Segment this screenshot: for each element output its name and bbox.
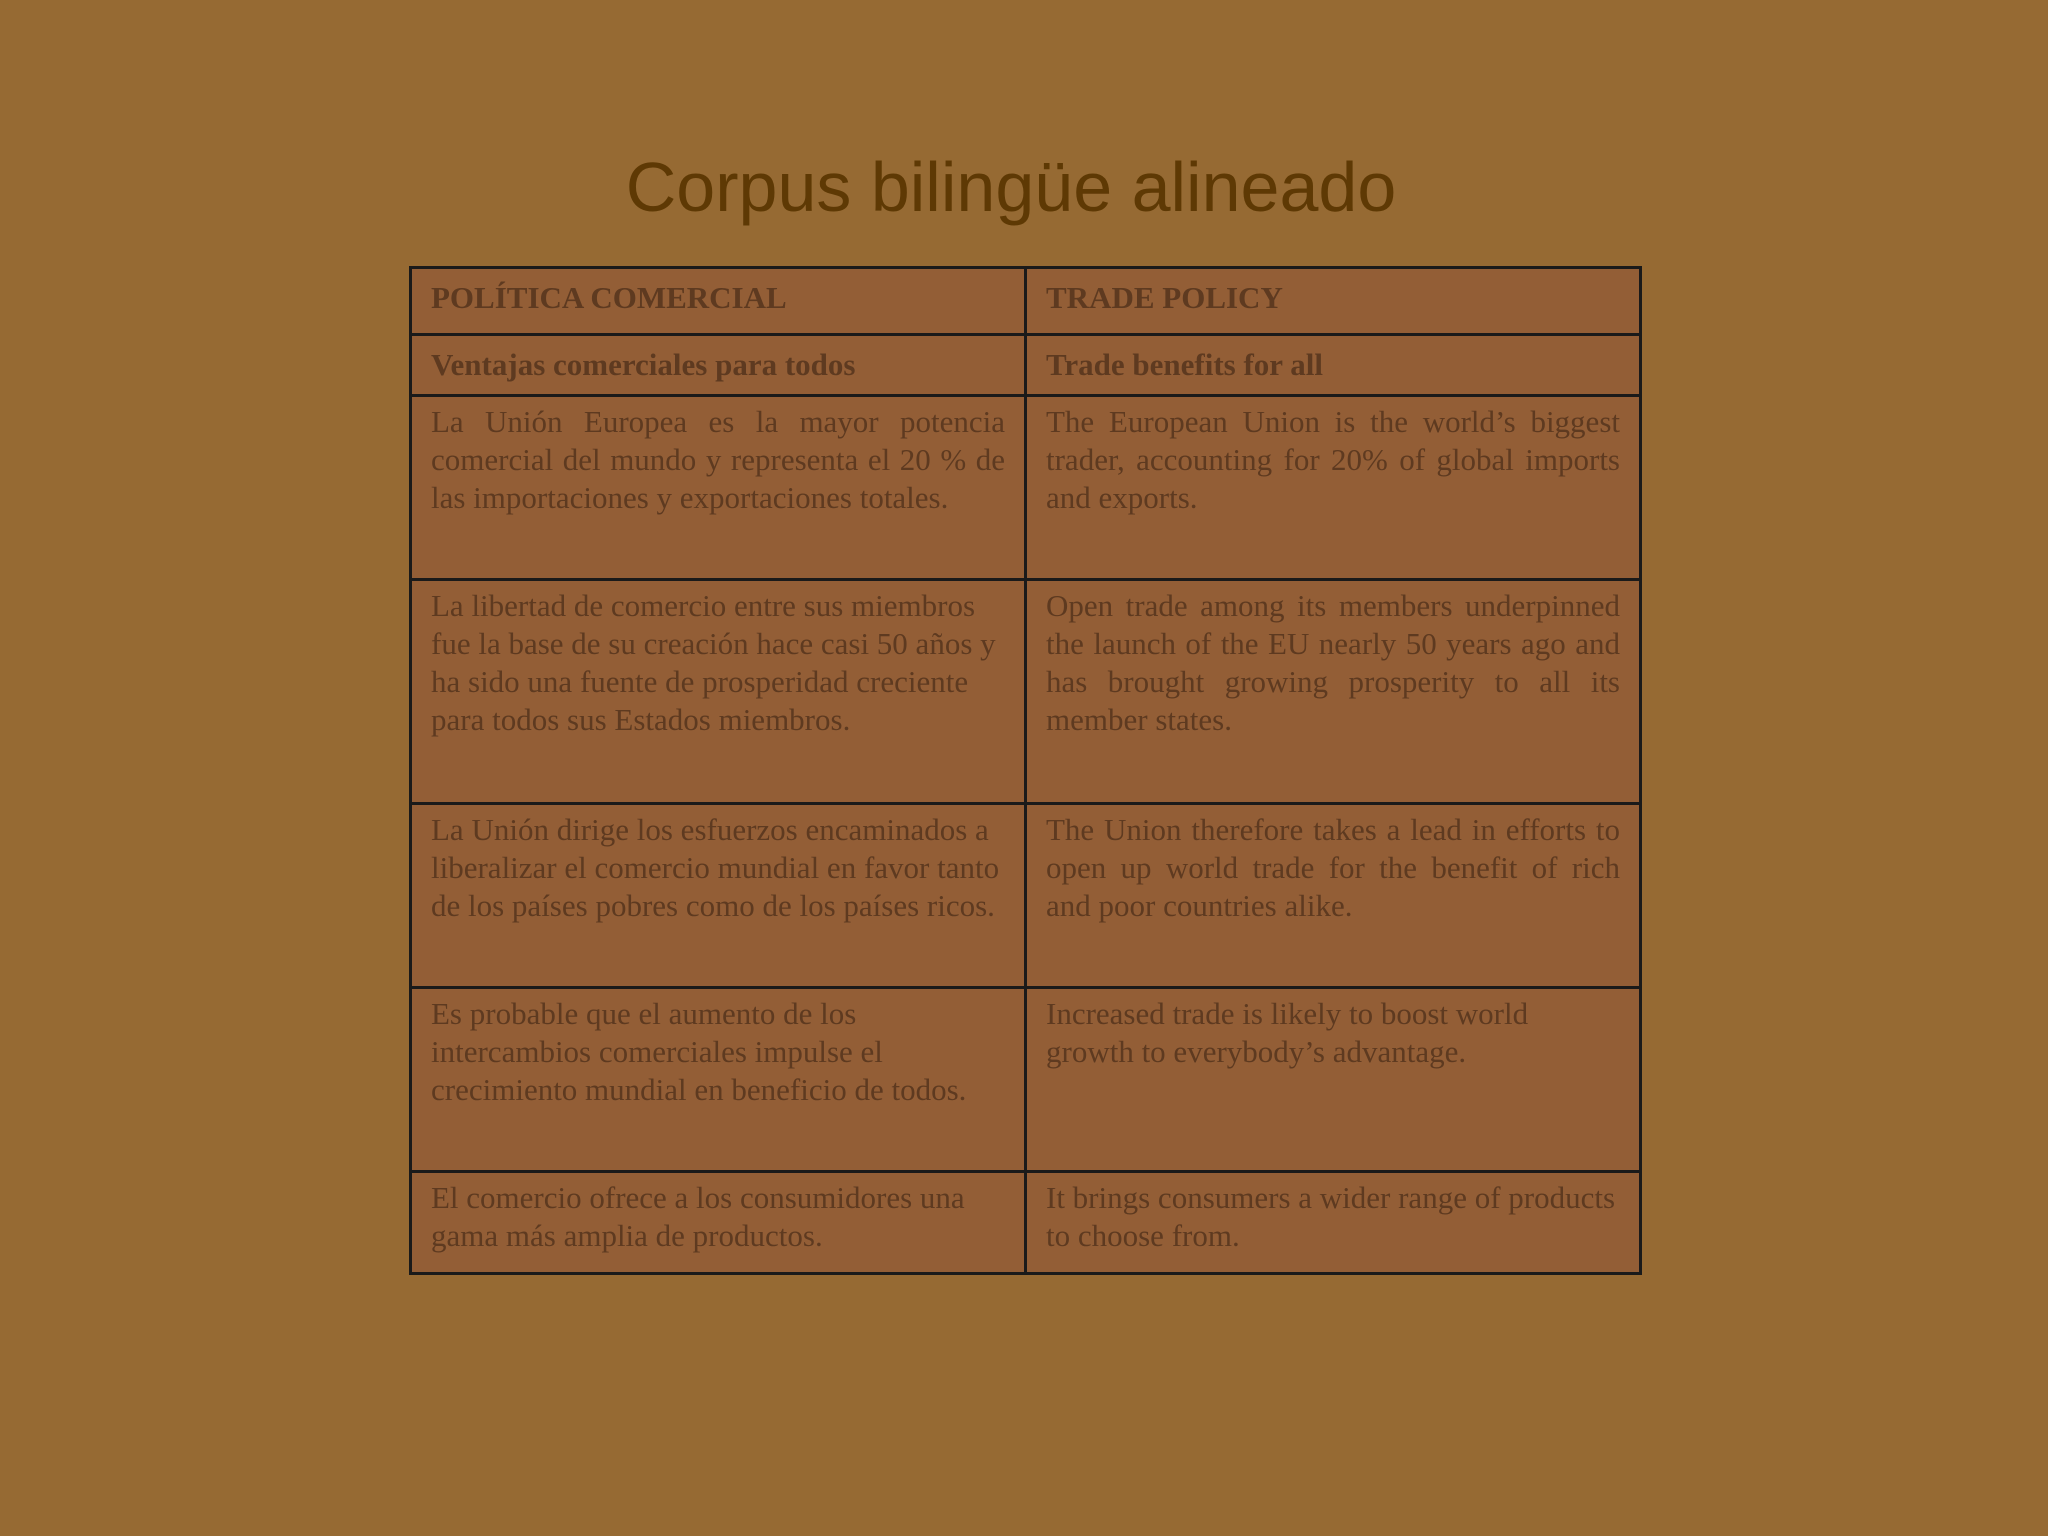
cell-spanish: Es probable que el aumento de los intercambios comerciales impulse el crecimiento mundial en beneficio de todos. bbox=[411, 988, 1026, 1172]
table-row bbox=[411, 1172, 1641, 1274]
cell-english: Open trade among its members underpinned the launch of the EU nearly 50 years ago and has brought growing prosperity to all its member states. bbox=[1026, 580, 1641, 804]
cell-spanish: La Unión Europea es la mayor potencia comercial del mundo y representa el 20 % de las importaciones y exportaciones totales. bbox=[411, 396, 1026, 580]
cell-spanish: La Unión dirige los esfuerzos encaminados a liberalizar el comercio mundial en favor tanto de los países pobres como de los países ricos. bbox=[411, 804, 1026, 988]
header-cell-spanish: POLÍTICA COMERCIAL bbox=[411, 268, 1026, 335]
cell-english: It brings consumers a wider range of products to choose from. bbox=[1026, 1172, 1641, 1274]
table-row bbox=[411, 396, 1641, 580]
table-row bbox=[411, 804, 1641, 988]
header-cell-english: TRADE POLICY bbox=[1026, 268, 1641, 335]
table-row bbox=[411, 580, 1641, 804]
subheader-cell-english: Trade benefits for all bbox=[1026, 335, 1641, 396]
table-row bbox=[411, 988, 1641, 1172]
slide-title: Corpus bilingüe alineado bbox=[625, 148, 1397, 226]
cell-english: The Union therefore takes a lead in efforts to open up world trade for the benefit of rich and poor countries alike. bbox=[1026, 804, 1641, 988]
cell-english: The European Union is the world’s biggest trader, accounting for 20% of global imports and exports. bbox=[1026, 396, 1641, 580]
cell-spanish: La libertad de comercio entre sus miembros fue la base de su creación hace casi 50 años y ha sido una fuente de prosperidad creciente para todos sus Estados miembros. bbox=[411, 580, 1026, 804]
cell-spanish: El comercio ofrece a los consumidores una gama más amplia de productos. bbox=[411, 1172, 1026, 1274]
table-header-row bbox=[411, 268, 1641, 335]
cell-english: Increased trade is likely to boost world growth to everybody’s advantage. bbox=[1026, 988, 1641, 1172]
bilingual-corpus-table bbox=[409, 266, 1642, 1275]
subheader-cell-spanish: Ventajas comerciales para todos bbox=[411, 335, 1026, 396]
table-subheader-row bbox=[411, 335, 1641, 396]
